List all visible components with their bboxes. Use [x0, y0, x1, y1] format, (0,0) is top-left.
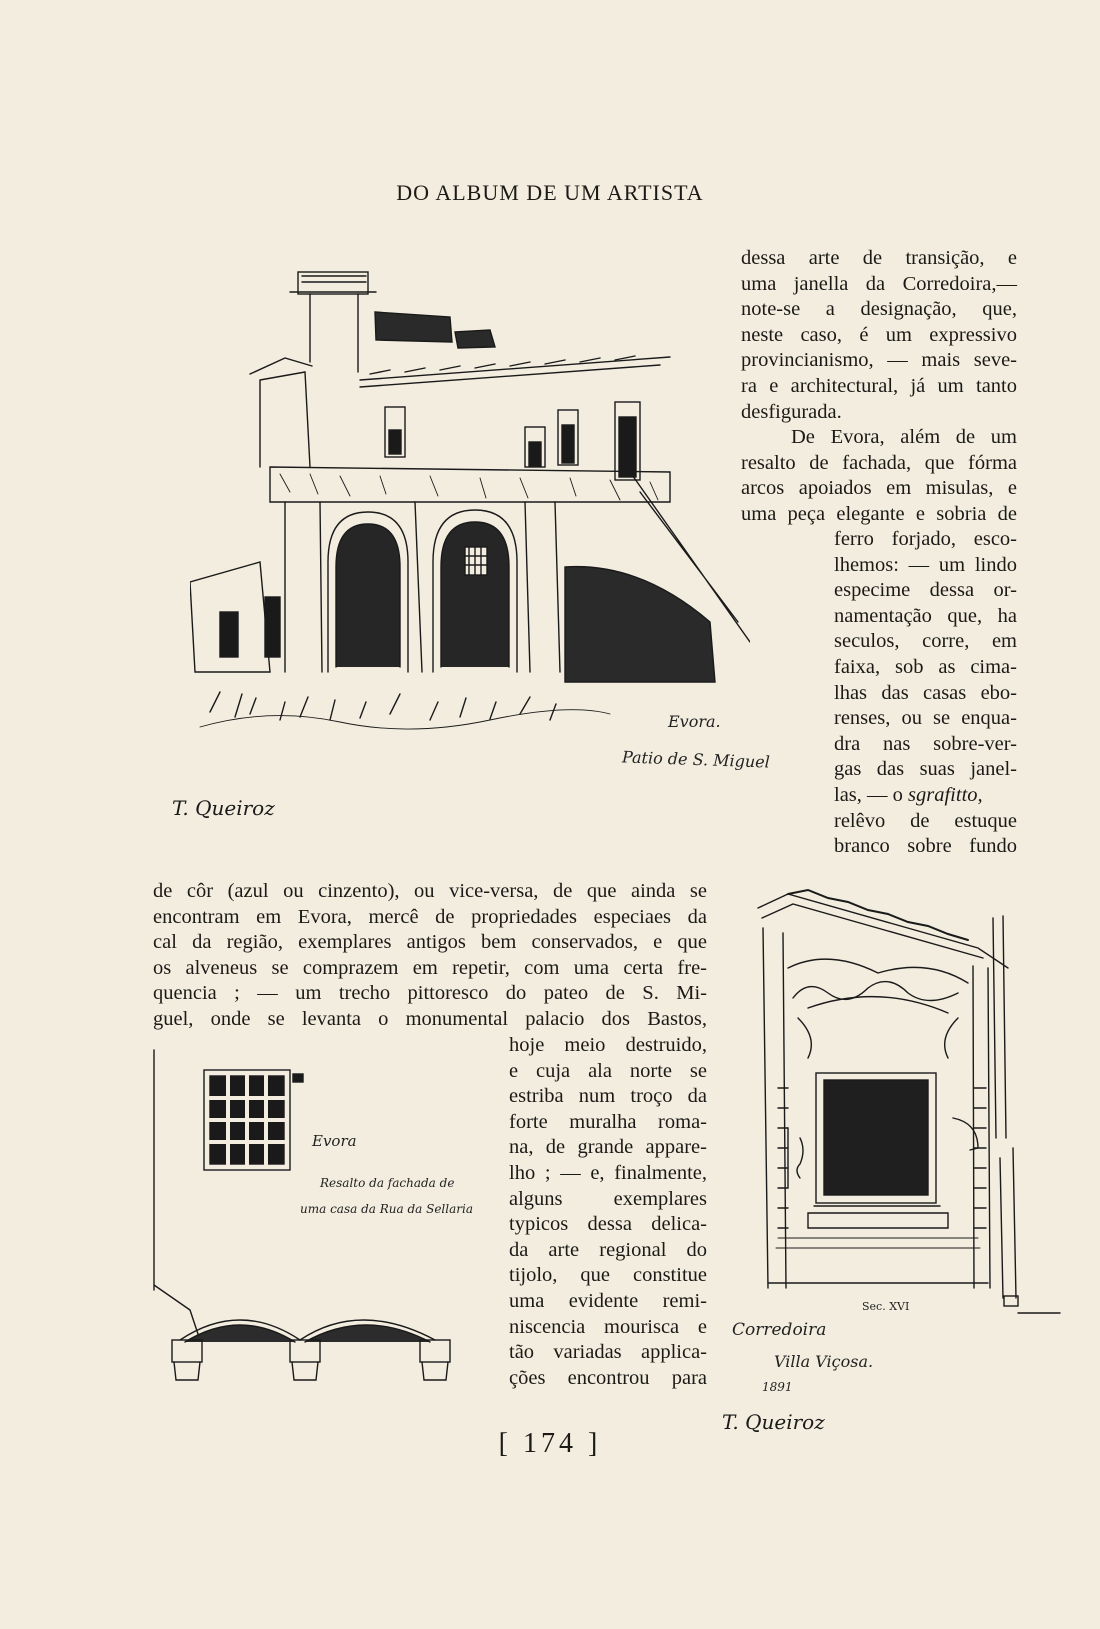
text-line: ferro forjado, esco- [834, 528, 1017, 550]
sgrafitto-word: sgrafitto, [908, 783, 983, 806]
text-line: lhas das casas ebo- [834, 681, 1017, 704]
middle-text-block [153, 879, 707, 1033]
text-line: hoje meio destruido, [509, 1034, 707, 1056]
text-line: typicos dessa delica- [509, 1213, 707, 1236]
text-line: tão variadas applica- [509, 1341, 707, 1364]
text-line: de côr (azul ou cinzento), ou vice-versa, de que ainda se [153, 880, 707, 902]
running-title: DO ALBUM DE UM ARTISTA [396, 180, 704, 205]
sketch-patio-s-miguel [190, 262, 750, 752]
text-line [834, 783, 1017, 809]
text-line: namentação que, ha [834, 604, 1017, 627]
text-line: uma janella da Corredoira,— [741, 272, 1017, 295]
text-line: relêvo de estuque [834, 809, 1017, 832]
text-line: renses, ou se enqua- [834, 707, 1017, 730]
text-line: especime dessa or- [834, 579, 1017, 602]
text-line: lhemos: — um lindo [834, 553, 1017, 576]
text-line: desfigurada. [741, 400, 842, 423]
caption-century: Sec. XVI [862, 1300, 910, 1313]
text-line: ções encontrou para [509, 1366, 707, 1389]
sketch-janella-corredoira [748, 888, 1063, 1323]
text-line: estriba num troço da [509, 1085, 707, 1108]
top-right-column [741, 246, 1017, 528]
text-fragment: las, — o [834, 783, 909, 806]
text-line: dessa arte de transição, e [741, 247, 1017, 269]
text-line: arcos apoiados em misulas, e [741, 477, 1017, 500]
caption-evora-1: Evora. [668, 712, 721, 731]
text-line: ra e architectural, já um tanto [741, 374, 1017, 397]
text-line: quencia ; — um trecho pittoresco do pateo de S. Mi- [153, 982, 707, 1005]
caption-patio: Patio de S. Miguel [621, 747, 771, 772]
caption-villa-vicosa: Villa Viçosa. [774, 1352, 874, 1371]
text-line: cal da região, exemplares antigos bem conservados, e que [153, 931, 707, 954]
text-line: gas das suas janel- [834, 758, 1017, 781]
text-line: note-se a designação, que, [741, 298, 1017, 321]
text-line: uma peça elegante e sobria de [741, 502, 1017, 525]
text-line: lho ; — e, finalmente, [509, 1161, 707, 1184]
text-line: uma evidente remi- [509, 1289, 707, 1312]
text-line: faixa, sob as cima- [834, 655, 1017, 678]
text-line: resalto de fachada, que fórma [741, 451, 1017, 474]
text-line: branco sobre fundo [834, 835, 1017, 858]
caption-resalto-1: Resalto da fachada de [320, 1176, 455, 1190]
text-line: niscencia mourisca e [509, 1315, 707, 1338]
text-line: tijolo, que constitue [509, 1264, 707, 1287]
caption-resalto-2: uma casa da Rua da Sellaria [300, 1202, 473, 1216]
text-line: da arte regional do [509, 1238, 707, 1261]
narrow-right-column [834, 527, 1017, 860]
bottom-center-column [509, 1033, 707, 1391]
caption-evora-2: Evora [312, 1132, 357, 1150]
caption-corredoira: Corredoira [732, 1320, 827, 1340]
signature-1: T. Queiroz [172, 796, 275, 820]
text-line: os alveneus se comprazem em repetir, com uma certa fre- [153, 956, 707, 979]
page-number: [ 174 ] [498, 1428, 602, 1459]
text-line: dra nas sobre-ver- [834, 732, 1017, 755]
text-line: provincianismo, — mais seve- [741, 349, 1017, 372]
text-line: alguns exemplares [509, 1187, 707, 1210]
text-line: encontram em Evora, mercê de propriedades especiaes da [153, 905, 707, 928]
signature-2: T. Queiroz [722, 1410, 825, 1434]
caption-year: 1891 [762, 1380, 793, 1394]
text-line: e cuja ala norte se [509, 1059, 707, 1082]
sketch-resalto-fachada [150, 1040, 470, 1395]
text-line: guel, onde se levanta o monumental palacio dos Bastos, [153, 1007, 707, 1030]
text-line: seculos, corre, em [834, 630, 1017, 653]
text-line: neste caso, é um expressivo [741, 323, 1017, 346]
text-line: De Evora, além de um [791, 426, 1017, 449]
text-line: na, de grande appare- [509, 1136, 707, 1159]
text-line: forte muralha roma- [509, 1110, 707, 1133]
